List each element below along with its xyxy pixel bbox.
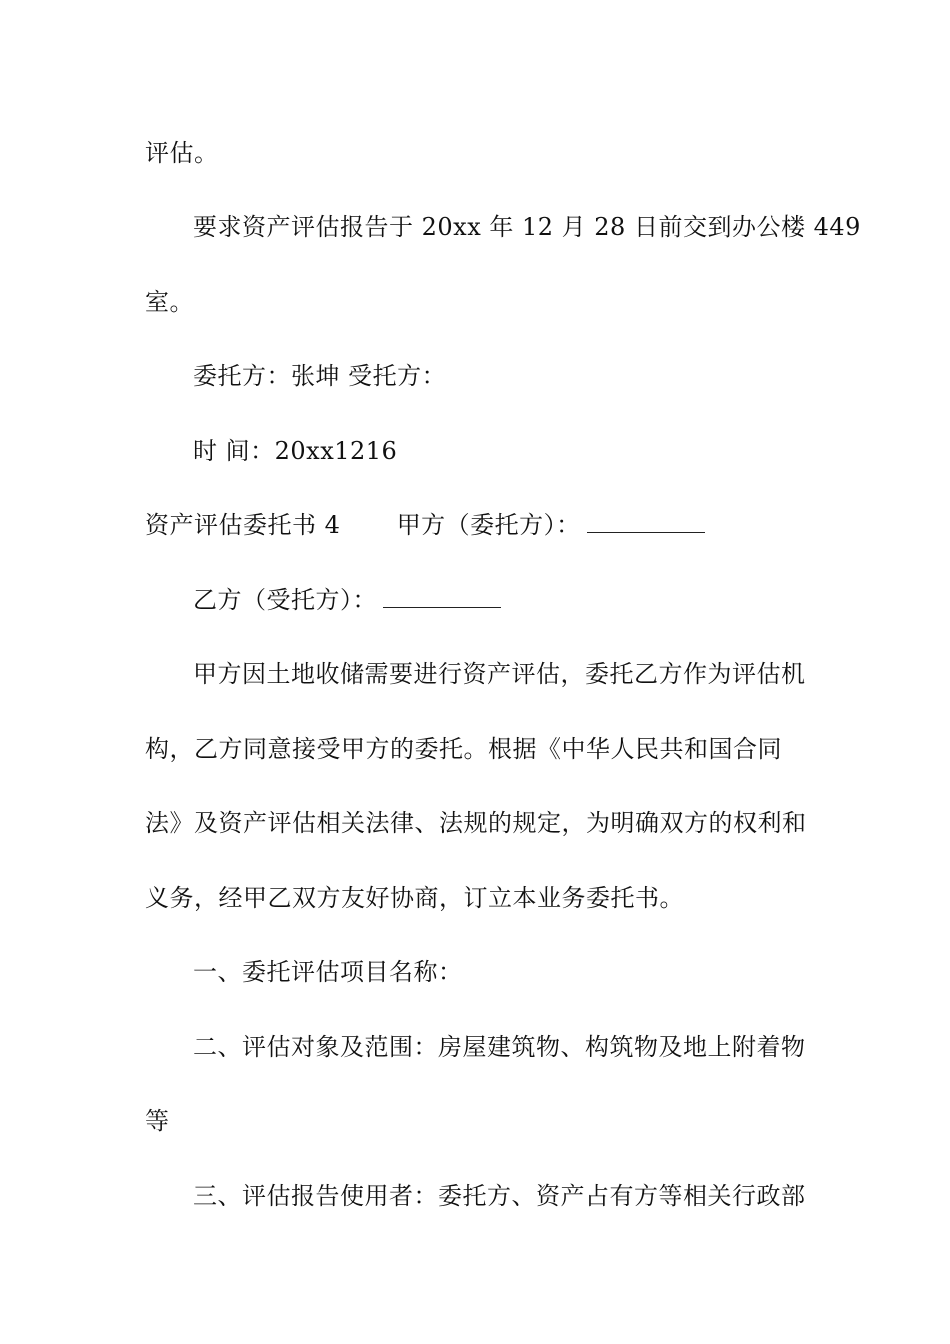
text-line: 要求资产评估报告于 20xx 年 12 月 28 日前交到办公楼 449 bbox=[193, 213, 861, 241]
text-line: 委托方：张坤 受托方： bbox=[193, 362, 447, 390]
party-b-blank bbox=[383, 585, 501, 608]
party-b-label: 乙方（受托方）： bbox=[193, 586, 377, 614]
text-line: 一、委托评估项目名称： bbox=[193, 958, 463, 986]
party-a-label: 甲方（委托方）： bbox=[396, 511, 581, 539]
text-line: 构，乙方同意接受甲方的委托。根据《中华人民共和国合同 bbox=[145, 735, 782, 763]
text-line: 二、评估对象及范围：房屋建筑物、构筑物及地上附着物 bbox=[193, 1033, 806, 1061]
party-a-blank bbox=[587, 510, 705, 533]
text-line: 三、评估报告使用者：委托方、资产占有方等相关行政部 bbox=[193, 1182, 806, 1210]
text-line: 时 间：20xx1216 bbox=[193, 437, 398, 465]
text-line: 室。 bbox=[145, 288, 194, 316]
document-section-title: 资产评估委托书 4 bbox=[145, 511, 341, 539]
party-b-line bbox=[193, 585, 501, 615]
text-line: 等 bbox=[145, 1107, 170, 1135]
text-line: 法》及资产评估相关法律、法规的规定，为明确双方的权利和 bbox=[145, 809, 807, 837]
text-line: 甲方因土地收储需要进行资产评估，委托乙方作为评估机 bbox=[193, 660, 806, 688]
section-heading-line bbox=[145, 510, 705, 540]
text-line: 义务，经甲乙双方友好协商，订立本业务委托书。 bbox=[145, 884, 684, 912]
text-line: 评估。 bbox=[145, 139, 219, 167]
